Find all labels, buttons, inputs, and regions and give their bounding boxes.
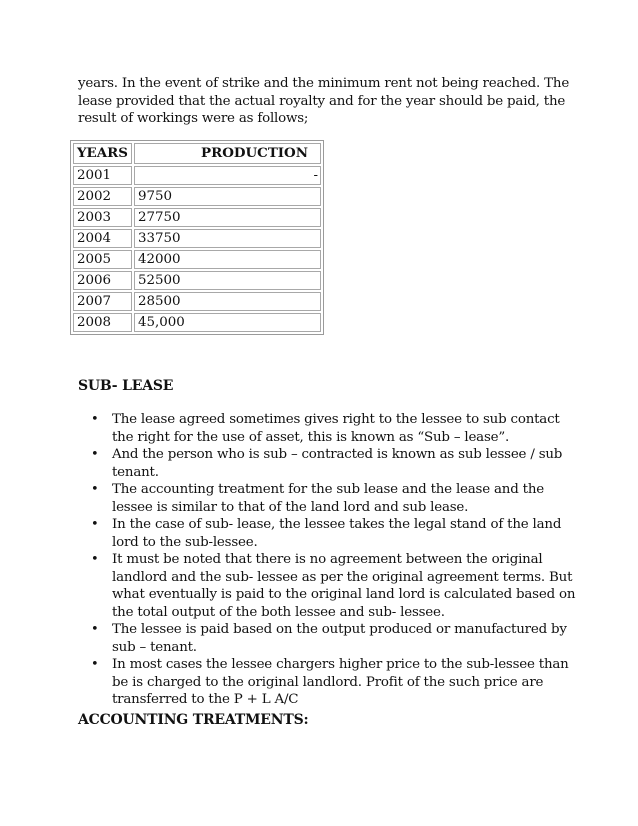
table-row [73,208,321,227]
accounting-treatments-heading: ACCOUNTING TREATMENTS: [78,712,309,728]
list-item [78,446,578,481]
header-years: YEARS [73,143,132,164]
bullet-icon: • [91,447,99,462]
cell-production: 28500 [134,292,321,311]
cell-year: 2002 [73,187,132,206]
bullet-icon: • [91,657,99,672]
cell-year: 2005 [73,250,132,269]
list-item [78,516,578,551]
bullet-icon: • [91,552,99,567]
header-production: PRODUCTION [134,143,321,164]
cell-year: 2006 [73,271,132,290]
table-header-row [73,143,321,164]
cell-production: 42000 [134,250,321,269]
sub-lease-bullet-list [78,411,578,709]
table-row [73,166,321,185]
cell-production: - [134,166,321,185]
sub-lease-heading: SUB- LEASE [78,378,174,394]
table-row [73,292,321,311]
table-row [73,187,321,206]
cell-year: 2004 [73,229,132,248]
table-row [73,250,321,269]
list-item-text: In the case of sub- lease, the lessee takes the legal stand of the land lord to the sub-lessee. [112,517,562,550]
cell-production: 27750 [134,208,321,227]
cell-production: 52500 [134,271,321,290]
list-item-text: And the person who is sub – contracted is known as sub lessee / sub tenant. [112,447,563,480]
list-item-text: It must be noted that there is no agreement between the original landlord and the sub- lessee as per the original agreement terms. But what eventually is paid to the original land lord is calculated based on the total output of the both lessee and sub- lessee. [112,552,576,620]
list-item-text: In most cases the lessee chargers higher price to the sub-lessee than be is charged to the original landlord. Profit of the such price are transferred to the P + L A/C [112,657,569,707]
bullet-icon: • [91,482,99,497]
list-item [78,656,578,709]
bullet-icon: • [91,622,99,637]
list-item-text: The accounting treatment for the sub lease and the lease and the lessee is similar to that of the land lord and sub lease. [112,482,544,515]
list-item [78,411,578,446]
intro-paragraph: years. In the event of strike and the minimum rent not being reached. The lease provided that the actual royalty and for the year should be paid, the result of workings were as follows; [78,76,570,126]
cell-year: 2001 [73,166,132,185]
cell-production: 45,000 [134,313,321,332]
list-item [78,621,578,656]
cell-year: 2003 [73,208,132,227]
list-item [78,481,578,516]
table-row [73,229,321,248]
table-row [73,313,321,332]
cell-production: 9750 [134,187,321,206]
list-item [78,551,578,621]
list-item-text: The lease agreed sometimes gives right to the lessee to sub contact the right for the use of asset, this is known as “Sub – lease”. [112,412,560,445]
bullet-icon: • [91,517,99,532]
cell-year: 2008 [73,313,132,332]
list-item-text: The lessee is paid based on the output produced or manufactured by sub – tenant. [112,622,567,655]
cell-year: 2007 [73,292,132,311]
bullet-icon: • [91,412,99,427]
production-table [70,140,324,335]
production-table-wrapper [70,140,324,335]
cell-production: 33750 [134,229,321,248]
table-row [73,271,321,290]
